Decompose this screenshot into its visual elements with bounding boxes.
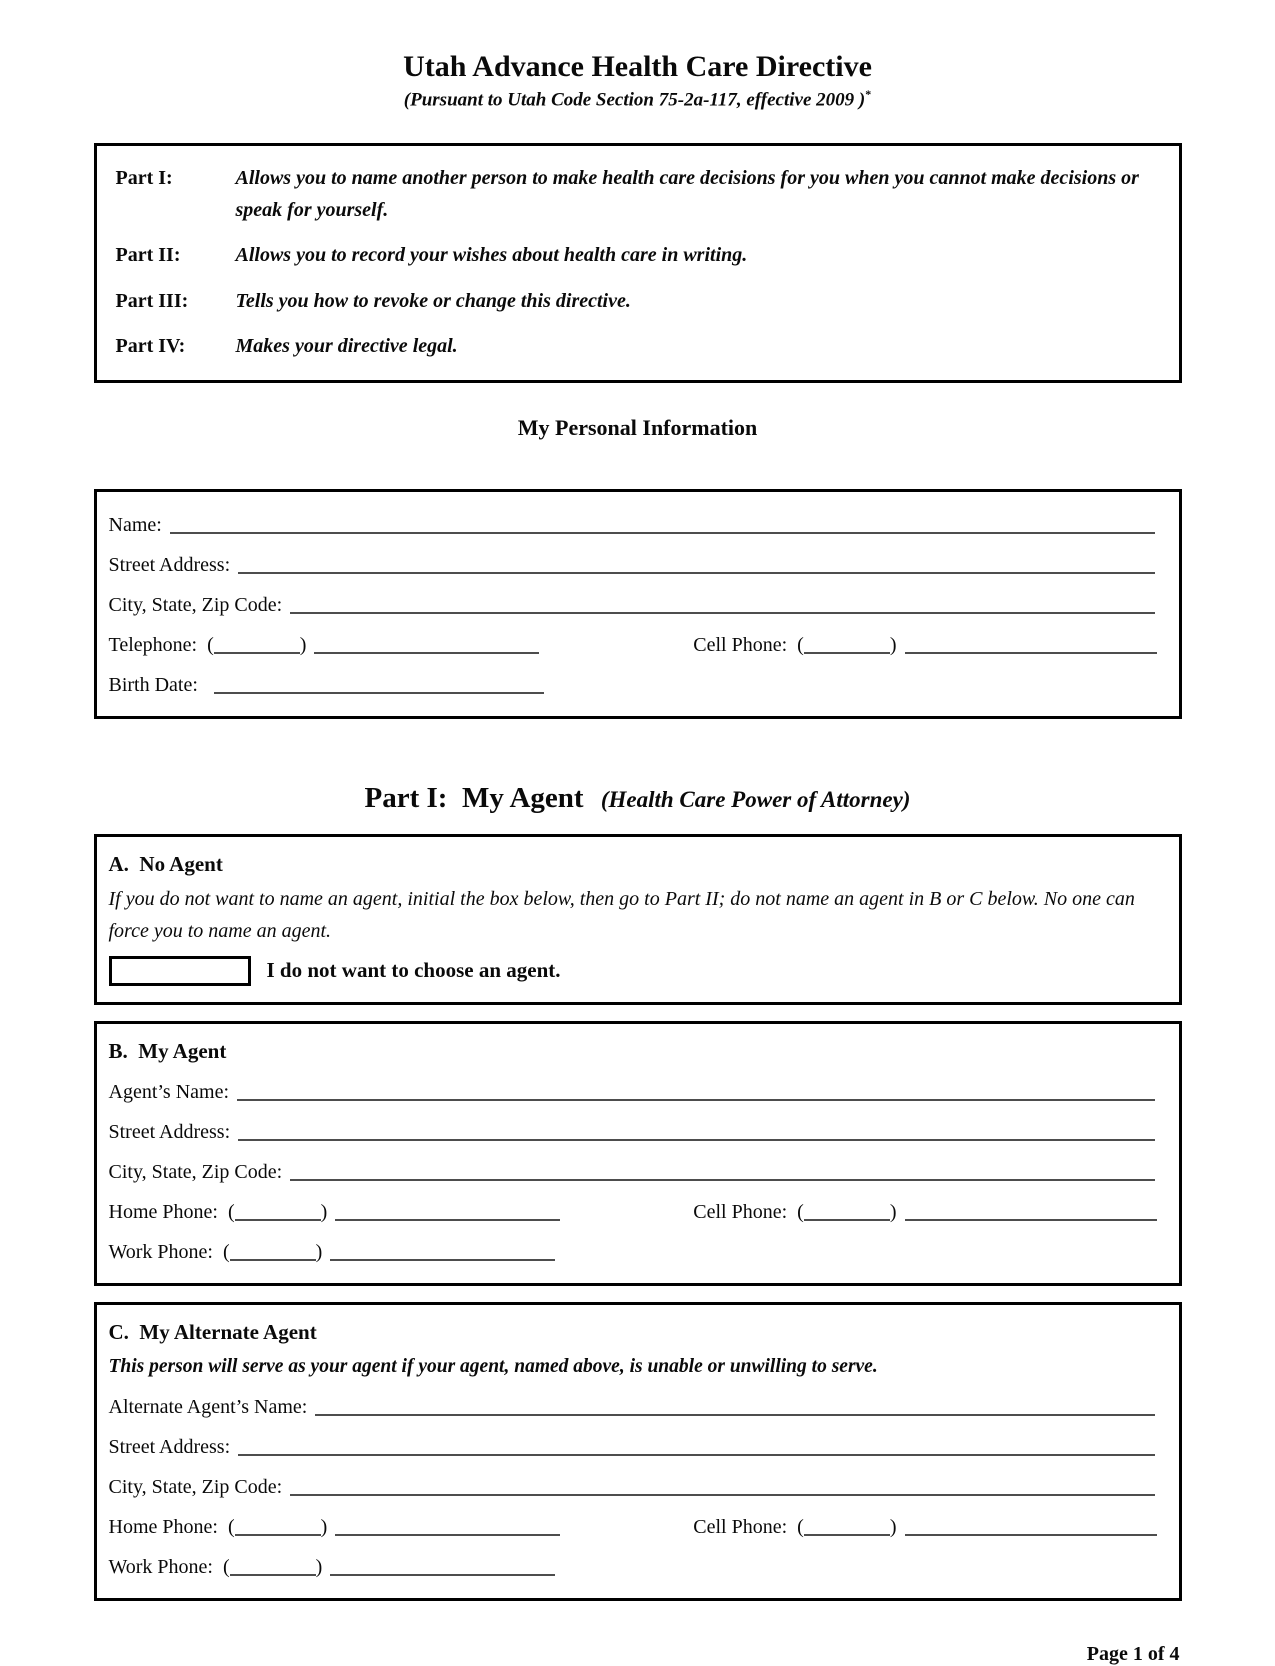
alternate-city-state-zip-row [109,1462,1165,1502]
personal-info-heading: My Personal Information [517,415,758,441]
part-iii-description: Tells you how to revoke or change this directive. [235,289,631,312]
alternate-city-state-zip-input-line[interactable] [290,1494,1154,1496]
part-i-heading-subtitle: (Health Care Power of Attorney) [600,787,911,813]
part-iii-label: Part III: [115,289,189,312]
agent-work-phone-paren-open: ( [223,1241,230,1264]
street-address-input-line[interactable] [238,572,1154,574]
alternate-work-phone-number-line[interactable] [330,1574,555,1576]
document-subtitle [94,87,1182,113]
page-number: Page 1 of 4 [1086,1642,1180,1665]
agent-city-state-zip-label: City, State, Zip Code: [108,1161,283,1184]
no-agent-statement: I do not want to choose an agent. [266,958,561,983]
cell-phone-paren-open: ( [797,634,804,657]
alternate-work-phone-row [109,1542,1165,1582]
cell-phone-number-line[interactable] [905,652,1157,654]
alternate-work-phone-paren-open: ( [223,1555,230,1578]
telephone-label: Telephone: [108,634,198,657]
section-c-title: C. My Alternate Agent [108,1320,317,1345]
telephone-paren-open: ( [207,634,214,657]
section-a-title: A. No Agent [108,852,223,877]
alternate-cell-phone-number-line[interactable] [905,1534,1157,1536]
alternate-street-address-label: Street Address: [108,1435,231,1458]
part-i-heading [94,781,1182,816]
section-c-subtitle: This person will serve as your agent if your agent, named above, is unable or unwilling to serve. [108,1355,878,1377]
alternate-cell-phone-paren-close: ) [889,1515,897,1538]
agent-cell-phone-paren-open: ( [797,1201,804,1224]
birth-date-label: Birth Date: [108,674,198,697]
section-a-box [94,834,1182,1004]
city-state-zip-label: City, State, Zip Code: [108,594,283,617]
alternate-cell-phone-label: Cell Phone: [693,1515,788,1538]
alternate-home-phone-paren-close: ) [320,1515,328,1538]
agent-city-state-zip-input-line[interactable] [290,1179,1154,1181]
agent-cell-phone-paren-close: ) [889,1201,897,1224]
personal-info-box [94,489,1182,719]
name-row [109,500,1165,540]
agent-work-phone-row [109,1227,1165,1267]
alternate-cell-phone-area-code-line[interactable] [804,1534,890,1536]
alternate-home-phone-row [109,1502,1165,1542]
cell-phone-paren-close: ) [889,634,897,657]
agent-home-phone-row [109,1187,1165,1227]
part-ii-description: Allows you to record your wishes about health care in writing. [235,244,748,267]
agent-name-input-line[interactable] [237,1099,1154,1101]
alternate-home-phone-number-line[interactable] [335,1534,560,1536]
city-state-zip-row [109,580,1165,620]
agent-street-address-label: Street Address: [108,1121,231,1144]
agent-name-label: Agent’s Name: [108,1081,230,1104]
street-address-row [109,540,1165,580]
alternate-work-phone-label: Work Phone: [108,1555,213,1578]
document-page [94,0,1182,1666]
agent-city-state-zip-row [109,1147,1165,1187]
telephone-paren-close: ) [299,634,307,657]
part-i-heading-main: Part I: My Agent [364,782,584,815]
agent-work-phone-paren-close: ) [315,1241,323,1264]
agent-cell-phone-label: Cell Phone: [693,1201,788,1224]
footnote-asterisk: * [865,86,872,101]
alternate-street-address-row [109,1422,1165,1462]
agent-home-phone-number-line[interactable] [335,1219,560,1221]
alternate-cell-phone-paren-open: ( [797,1515,804,1538]
agent-street-address-input-line[interactable] [238,1139,1154,1141]
birth-date-row [109,660,1165,700]
section-b-box [94,1021,1182,1287]
agent-name-row [109,1067,1165,1107]
alternate-agent-name-label: Alternate Agent’s Name: [108,1395,308,1418]
alternate-agent-name-row [109,1382,1165,1422]
agent-cell-phone-area-code-line[interactable] [804,1219,890,1221]
agent-home-phone-area-code-line[interactable] [235,1219,321,1221]
name-label: Name: [108,514,162,537]
part-ii-label: Part II: [115,244,181,267]
parts-summary-box [94,143,1182,384]
cell-phone-area-code-line[interactable] [804,652,890,654]
agent-home-phone-paren-open: ( [227,1201,235,1224]
document-title: Utah Advance Health Care Directive [403,50,872,83]
alternate-city-state-zip-label: City, State, Zip Code: [108,1475,283,1498]
alternate-street-address-input-line[interactable] [238,1454,1154,1456]
alternate-home-phone-paren-open: ( [227,1515,235,1538]
agent-home-phone-label: Home Phone: [108,1201,218,1224]
agent-work-phone-area-code-line[interactable] [230,1259,316,1261]
subtitle-text: (Pursuant to Utah Code Section 75-2a-117, effective 2009 ) [403,88,866,110]
agent-work-phone-label: Work Phone: [108,1241,213,1264]
alternate-home-phone-area-code-line[interactable] [235,1534,321,1536]
section-a-instructions: If you do not want to name an agent, initial the box below, then go to Part II; do not name an agent in B or C below. No one can force you to name an agent. [108,887,1135,943]
part-iv-description: Makes your directive legal. [235,335,458,358]
no-agent-initial-row [109,956,1165,986]
part-i-description: Allows you to name another person to make health care decisions for you when you cannot make decisions or speak for yourself. [235,166,1139,221]
agent-street-address-row [109,1107,1165,1147]
telephone-area-code-line[interactable] [214,652,300,654]
alternate-agent-name-input-line[interactable] [315,1414,1154,1416]
agent-work-phone-number-line[interactable] [330,1259,555,1261]
alternate-home-phone-label: Home Phone: [108,1515,218,1538]
telephone-number-line[interactable] [314,652,539,654]
agent-cell-phone-number-line[interactable] [905,1219,1157,1221]
no-agent-initial-box[interactable] [109,956,251,986]
alternate-work-phone-paren-close: ) [315,1555,323,1578]
section-c-box [94,1302,1182,1601]
name-input-line[interactable] [170,532,1155,534]
part-i-label: Part I: [115,166,173,189]
part-iv-label: Part IV: [115,335,186,358]
agent-home-phone-paren-close: ) [320,1201,328,1224]
street-address-label: Street Address: [108,554,231,577]
section-b-title: B. My Agent [108,1038,227,1063]
birth-date-input-line[interactable] [214,692,544,694]
cell-phone-label: Cell Phone: [693,634,788,657]
alternate-work-phone-area-code-line[interactable] [230,1574,316,1576]
city-state-zip-input-line[interactable] [290,612,1154,614]
telephone-row [109,620,1165,660]
